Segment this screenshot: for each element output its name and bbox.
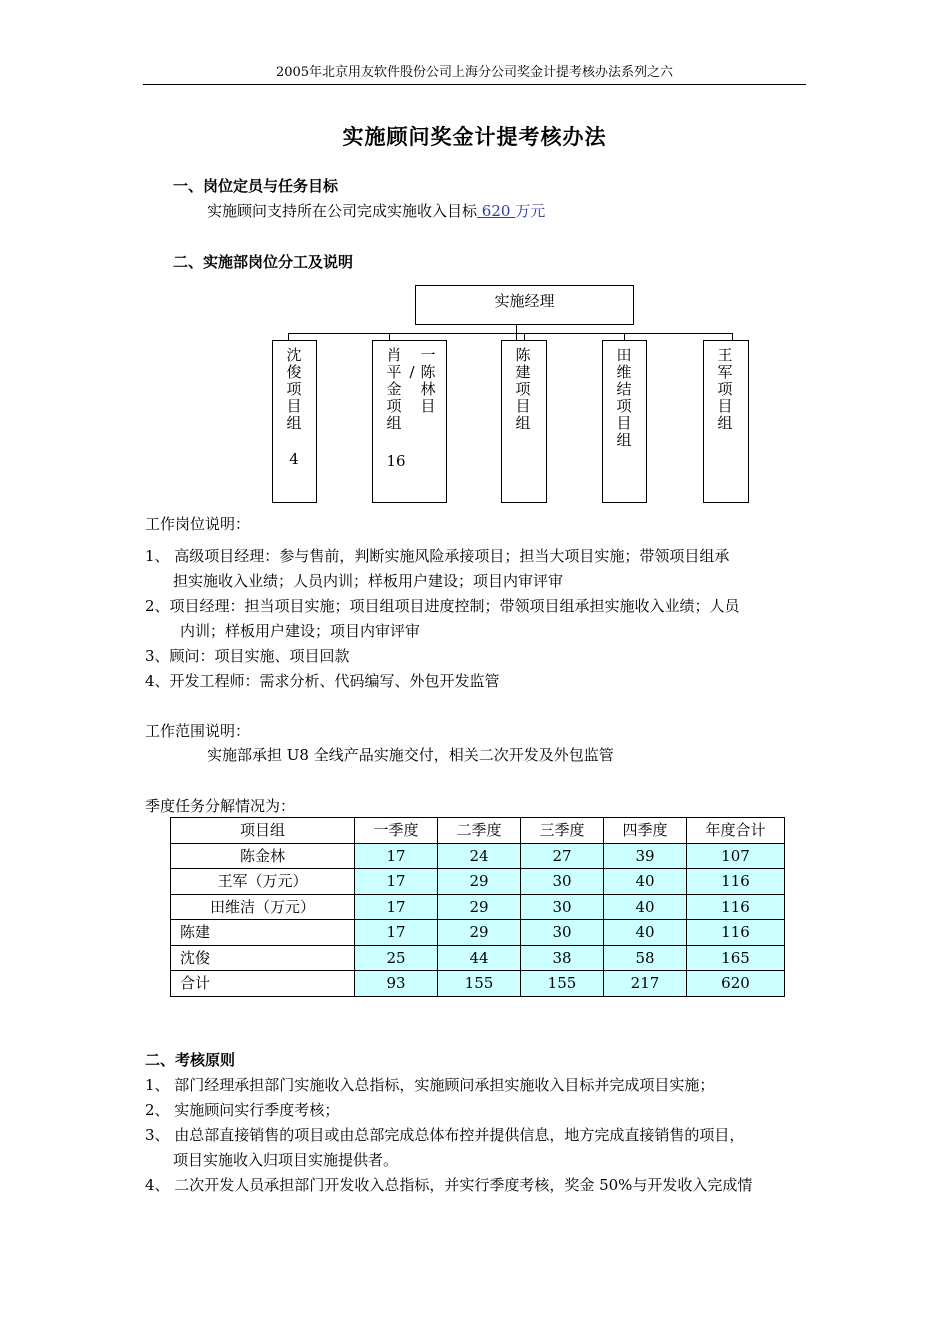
table-row [171, 920, 785, 946]
cell: 30 [521, 920, 604, 946]
row-label: 沈俊 [171, 945, 355, 971]
org-group-chenjian [501, 340, 547, 503]
org-group-count: 16 [386, 452, 406, 470]
org-group-name: 田维结项目组 [616, 346, 632, 449]
org-group-name: 王军项目组 [717, 346, 733, 432]
cell: 17 [355, 920, 438, 946]
table-row [171, 894, 785, 920]
org-connector-drop-2 [389, 333, 390, 340]
cell: 17 [355, 843, 438, 869]
cell: 40 [604, 869, 687, 895]
header-rule [143, 84, 806, 85]
duty-item-3: 3、顾问：项目实施、项目回款 [145, 647, 350, 665]
org-group-name: 陈建项目组 [515, 346, 531, 432]
section-heading-division: 二、实施部岗位分工及说明 [173, 253, 354, 271]
cell: 29 [438, 920, 521, 946]
org-group-xiaoping-chenjinlin [372, 340, 447, 503]
document-title: 实施顾问奖金计提考核办法 [342, 124, 607, 149]
duty-item-1-cont: 担实施收入业绩；人员内训；样板用户建设；项目内审评审 [173, 572, 564, 590]
cell: 17 [355, 894, 438, 920]
org-group-name: 肖平金项组 [386, 346, 402, 432]
duty-item-4: 4、开发工程师：需求分析、代码编写、外包开发监管 [145, 672, 500, 690]
org-root-label: 实施经理 [494, 292, 555, 310]
org-connector-drop-5 [732, 333, 733, 340]
table-header-row [171, 818, 785, 844]
org-group-slash: / [409, 363, 415, 381]
cell: 217 [604, 971, 687, 997]
scope-title: 工作范围说明： [145, 722, 251, 740]
page-header: 2005年北京用友软件股份公司上海分公司奖金计提考核办法系列之六 [275, 65, 674, 80]
table-header: 年度合计 [687, 818, 785, 844]
cell: 39 [604, 843, 687, 869]
org-root-box [415, 285, 634, 325]
principle-item-3-cont: 项目实施收入归项目实施提供者。 [173, 1151, 399, 1169]
table-row [171, 843, 785, 869]
cell: 38 [521, 945, 604, 971]
org-connector-drop-4 [624, 333, 625, 340]
cell: 27 [521, 843, 604, 869]
cell: 93 [355, 971, 438, 997]
duty-item-2: 2、项目经理：担当项目实施；项目组项目进度控制；带领项目组承担实施收入业绩；人员 [145, 597, 740, 615]
cell: 165 [687, 945, 785, 971]
row-label: 陈建 [171, 920, 355, 946]
row-label: 合计 [171, 971, 355, 997]
cell: 116 [687, 920, 785, 946]
table-header: 四季度 [604, 818, 687, 844]
table-header: 三季度 [521, 818, 604, 844]
org-group-count: 4 [289, 450, 299, 468]
section-heading-principles: 二、考核原则 [145, 1051, 236, 1069]
table-header: 项目组 [171, 818, 355, 844]
org-group-wangjun [703, 340, 749, 503]
target-text [207, 200, 545, 222]
cell: 29 [438, 869, 521, 895]
cell: 30 [521, 894, 604, 920]
section-heading-positions: 一、岗位定员与任务目标 [173, 177, 339, 195]
cell: 116 [687, 894, 785, 920]
quarter-title: 季度任务分解情况为： [145, 797, 296, 815]
org-group-shenjun [272, 340, 317, 503]
scope-text: 实施部承担 U8 全线产品实施交付，相关二次开发及外包监管 [207, 746, 614, 764]
principle-item-4: 4、 二次开发人员承担部门开发收入总指标，并实行季度考核，奖金 50%与开发收入完成情 [145, 1176, 753, 1194]
cell: 620 [687, 971, 785, 997]
org-group-name: 沈俊项目组 [286, 346, 302, 432]
cell: 40 [604, 894, 687, 920]
duty-item-2-cont: 内训；样板用户建设；项目内审评审 [180, 622, 421, 640]
principle-item-2: 2、 实施顾问实行季度考核； [145, 1101, 340, 1119]
target-value: 620 [477, 202, 516, 220]
cell: 155 [521, 971, 604, 997]
cell: 155 [438, 971, 521, 997]
cell: 58 [604, 945, 687, 971]
cell: 17 [355, 869, 438, 895]
target-unit: 万元 [515, 202, 546, 220]
cell: 29 [438, 894, 521, 920]
row-label: 田维洁（万元） [171, 894, 355, 920]
duty-item-1: 1、 高级项目经理：参与售前，判断实施风险承接项目；担当大项目实施；带领项目组承 [145, 547, 730, 565]
org-connector-drop-3 [524, 333, 525, 340]
principle-item-1: 1、 部门经理承担部门实施收入总指标，实施顾问承担实施收入目标并完成项目实施； [145, 1076, 715, 1094]
cell: 30 [521, 869, 604, 895]
row-label: 陈金林 [171, 843, 355, 869]
org-group-name-secondary: 一陈林目 [420, 346, 436, 415]
cell: 25 [355, 945, 438, 971]
table-header: 二季度 [438, 818, 521, 844]
cell: 44 [438, 945, 521, 971]
principle-item-3: 3、 由总部直接销售的项目或由总部完成总体布控并提供信息，地方完成直接销售的项目， [145, 1126, 745, 1144]
row-label: 王军（万元） [171, 869, 355, 895]
table-row [171, 945, 785, 971]
org-connector-horizontal [288, 333, 733, 334]
cell: 116 [687, 869, 785, 895]
org-connector-drop-1 [288, 333, 289, 340]
table-row [171, 869, 785, 895]
duties-title: 工作岗位说明： [145, 515, 251, 533]
table-row-total [171, 971, 785, 997]
target-text-before: 实施顾问支持所在公司完成实施收入目标 [207, 202, 478, 220]
cell: 40 [604, 920, 687, 946]
cell: 24 [438, 843, 521, 869]
cell: 107 [687, 843, 785, 869]
org-group-tianweijie [602, 340, 647, 503]
quarter-table [170, 817, 785, 997]
table-header: 一季度 [355, 818, 438, 844]
